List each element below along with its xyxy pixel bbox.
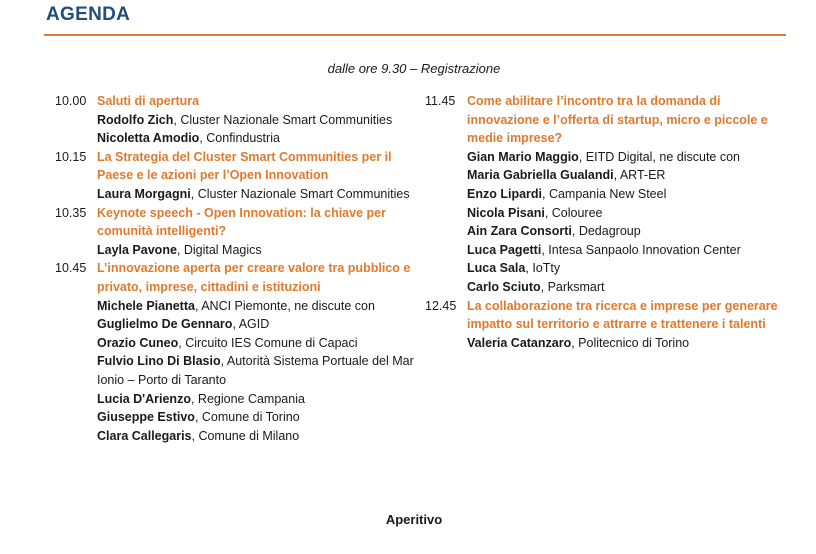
speaker-name: Guglielmo De Gennaro — [97, 317, 233, 332]
session-title: Keynote speech - Open Innovation: la chiave per comunità intelligenti? — [97, 205, 386, 239]
speaker-name: Enzo Lipardi — [467, 186, 542, 201]
speaker-entry — [97, 129, 415, 148]
speaker-affiliation: , Digital Magics — [176, 242, 262, 257]
speaker-entry — [467, 278, 785, 297]
speaker-name: Nicoletta Amodio — [97, 131, 200, 146]
speaker-entry — [97, 241, 415, 260]
agenda-session — [425, 92, 785, 297]
agenda-session — [55, 204, 415, 260]
session-time: 12.45 — [425, 298, 457, 313]
speaker-name: Michele Pianetta — [97, 298, 195, 313]
speaker-entry — [97, 297, 415, 316]
speaker-name: Giuseppe Estivo — [97, 410, 195, 425]
session-body — [97, 148, 415, 204]
speaker-name: Laura Morgagni — [97, 186, 191, 201]
speaker-entry — [467, 204, 785, 223]
agenda-session — [55, 259, 415, 445]
speaker-name: Valeria Catanzaro — [467, 335, 572, 350]
speaker-entry — [467, 166, 785, 185]
speaker-affiliation: , Autorità Sistema Portuale del Mar Ionio – Porto di Taranto — [97, 354, 414, 387]
session-title: La Strategia del Cluster Smart Communities per il Paese e le azioni per l’Open Innovation — [97, 149, 392, 183]
speaker-affiliation: , Confindustria — [199, 131, 280, 146]
speaker-affiliation: , ANCI Piemonte, ne discute con — [194, 298, 375, 313]
speaker-affiliation: , EITD Digital, ne discute con — [578, 149, 740, 164]
speaker-entry — [97, 390, 415, 409]
speaker-affiliation: , Comune di Milano — [191, 428, 300, 443]
session-title: Come abilitare l’incontro tra la domanda di innovazione e l’offerta di startup, micro e piccole e medie imprese? — [467, 94, 768, 146]
speaker-name: Luca Pagetti — [467, 242, 542, 257]
speaker-entry — [97, 185, 415, 204]
agenda-title: AGENDA — [46, 4, 131, 25]
speaker-name: Rodolfo Zich — [97, 112, 174, 127]
speaker-affiliation: , Politecnico di Torino — [571, 335, 690, 350]
speaker-entry — [467, 259, 785, 278]
speaker-entry — [97, 334, 415, 353]
registration-note: dalle ore 9.30 – Registrazione — [327, 61, 501, 76]
speaker-name: Layla Pavone — [97, 242, 177, 257]
session-body — [97, 204, 415, 260]
agenda-session — [425, 297, 785, 353]
speaker-affiliation: , Circuito IES Comune di Capaci — [178, 335, 358, 350]
closing-aperitivo: Aperitivo — [385, 512, 443, 527]
session-body — [97, 259, 415, 445]
speaker-name: Gian Mario Maggio — [467, 149, 579, 164]
speaker-entry — [97, 427, 415, 446]
speaker-entry — [467, 222, 785, 241]
speaker-affiliation: , Parksmart — [540, 279, 605, 294]
speaker-affiliation: , AGID — [232, 317, 270, 332]
title-divider — [44, 34, 786, 36]
session-time: 10.15 — [55, 149, 87, 164]
speaker-entry — [467, 148, 785, 167]
speaker-affiliation: , Cluster Nazionale Smart Communities — [173, 112, 393, 127]
speaker-name: Carlo Sciuto — [467, 279, 541, 294]
speaker-name: Ain Zara Consorti — [467, 224, 572, 239]
session-time: 11.45 — [425, 94, 456, 108]
session-time: 10.00 — [55, 94, 87, 108]
speaker-affiliation: , Intesa Sanpaolo Innovation Center — [541, 242, 741, 257]
agenda-session — [55, 92, 415, 148]
speaker-affiliation: , Comune di Torino — [194, 410, 300, 425]
right-column — [425, 92, 785, 352]
speaker-affiliation: , Dedagroup — [571, 224, 641, 239]
speaker-name: Lucia D'Arienzo — [97, 391, 191, 406]
speaker-name: Fulvio Lino Di Blasio — [97, 354, 221, 369]
speaker-entry — [97, 315, 415, 334]
speaker-entry — [467, 241, 785, 260]
speaker-name: Nicola Pisani — [467, 205, 545, 220]
speaker-affiliation: , ART-ER — [613, 168, 666, 183]
speaker-affiliation: , Regione Campania — [190, 391, 305, 406]
speaker-name: Orazio Cuneo — [97, 335, 179, 350]
session-body — [467, 297, 785, 353]
speaker-entry — [97, 111, 415, 130]
speaker-name: Clara Callegaris — [97, 428, 192, 443]
speaker-name: Luca Sala — [467, 261, 526, 276]
speaker-affiliation: , Campania New Steel — [542, 186, 667, 201]
speaker-entry — [97, 352, 415, 389]
session-title: L’innovazione aperta per creare valore tra pubblico e privato, imprese, cittadini e istituzioni — [97, 261, 411, 294]
speaker-entry — [467, 185, 785, 204]
speaker-affiliation: , Cluster Nazionale Smart Communities — [190, 186, 410, 201]
speaker-entry — [467, 334, 785, 353]
speaker-affiliation: , IoTty — [525, 261, 561, 276]
session-body — [467, 92, 785, 297]
speaker-affiliation: , Colouree — [544, 205, 603, 220]
speaker-name: Maria Gabriella Gualandi — [467, 168, 614, 183]
speaker-entry — [97, 408, 415, 427]
session-title: La collaborazione tra ricerca e imprese per generare impatto sul territorio e attrarre e trattenere i talenti — [467, 298, 778, 332]
session-title: Saluti di apertura — [97, 94, 200, 108]
session-time: 10.35 — [55, 205, 87, 220]
session-time: 10.45 — [55, 261, 87, 276]
session-body — [97, 92, 415, 148]
left-column — [55, 92, 415, 445]
agenda-session — [55, 148, 415, 204]
